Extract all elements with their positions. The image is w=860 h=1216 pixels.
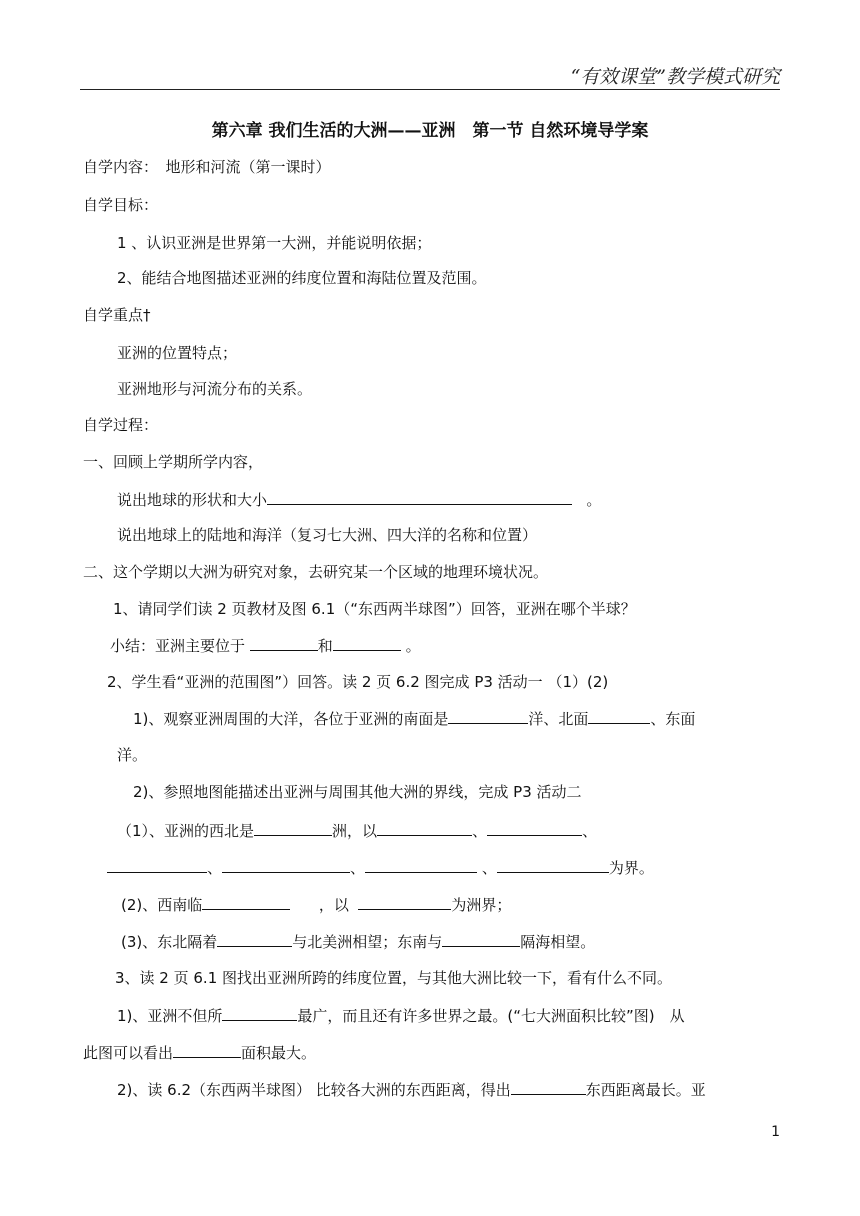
answer-blank[interactable] [173, 1042, 241, 1058]
text: 、 [481, 859, 497, 877]
text: 与北美洲相望；东南与 [292, 933, 443, 951]
text: 自学过程： [83, 416, 159, 434]
question-1 [0, 599, 860, 619]
text: 。 [586, 491, 602, 509]
key-points-heading [0, 305, 860, 325]
text: 为洲界； [451, 896, 512, 914]
answer-blank[interactable] [358, 894, 451, 910]
northwest-line-cont [0, 857, 860, 878]
text: 洲，以 [332, 822, 378, 840]
text: 、 [582, 822, 598, 840]
text: 1)、观察亚洲周围的大洋，各位于亚洲的南面是 [133, 710, 449, 728]
header-rule [80, 89, 780, 90]
text: 隔海相望。 [520, 933, 596, 951]
earth-shape-line [0, 489, 860, 510]
text: （1）、亚洲的西北是 [117, 822, 255, 840]
text: 3、读 2 页 6.1 图找出亚洲所跨的纬度位置，与其他大洲比较一下，看有什么不同。 [115, 969, 673, 987]
answer-blank[interactable] [217, 931, 292, 947]
answer-blank[interactable] [250, 635, 318, 651]
land-ocean-line [0, 525, 860, 545]
text: 说出地球的形状和大小 [117, 491, 268, 509]
text: 2、能结合地图描述亚洲的纬度位置和海陆位置及范围。 [117, 269, 487, 287]
goal-2 [0, 268, 860, 288]
northeast-line [0, 931, 860, 952]
text: 和 [317, 637, 333, 655]
largest-line [0, 1005, 860, 1026]
text: 自学重点† [83, 306, 151, 324]
answer-blank[interactable] [107, 857, 207, 873]
text: ，以 [318, 896, 349, 914]
answer-blank[interactable] [333, 635, 401, 651]
text: 1、请同学们读 2 页教材及图 6.1（“东西两半球图”）回答，亚洲在哪个半球？ [113, 600, 636, 618]
answer-blank[interactable] [222, 857, 350, 873]
text: (2)、西南临 [121, 896, 203, 914]
ocean-question-line [0, 708, 860, 729]
answer-blank[interactable] [267, 489, 572, 505]
text: 东西距离最长。亚 [585, 1081, 706, 1099]
process-heading [0, 415, 860, 435]
key-point-2 [0, 379, 860, 399]
text: 自学内容： 地形和河流（第一课时） [83, 158, 331, 176]
answer-blank[interactable] [222, 1005, 297, 1021]
page-title: 第六章 我们生活的大洲——亚洲 第一节 自然环境导学案 [211, 121, 649, 141]
southwest-line [0, 894, 860, 915]
answer-blank[interactable] [588, 708, 650, 724]
text: 自学目标： [83, 196, 159, 214]
section-2-heading [0, 562, 860, 582]
section-1-heading [0, 452, 860, 472]
text: 、 [350, 859, 366, 877]
text: 2)、参照地图能描述出亚洲与周围其他大洲的界线，完成 P3 活动二 [133, 783, 582, 801]
text: 二、这个学期以大洲为研究对象，去研究某一个区域的地理环境状况。 [83, 563, 549, 581]
answer-blank[interactable] [511, 1079, 586, 1095]
text: 一、回顾上学期所学内容， [83, 453, 264, 471]
text: 、东面 [650, 710, 696, 728]
text: 说出地球上的陆地和海洋（复习七大洲、四大洋的名称和位置） [117, 526, 538, 544]
text: 1 、认识亚洲是世界第一大洲，并能说明依据； [117, 234, 432, 252]
text: 小结：亚洲主要位于 [110, 637, 246, 655]
text: 2)、读 6.2（东西两半球图） 比较各大洲的东西距离，得出 [117, 1081, 511, 1099]
text: 亚洲地形与河流分布的关系。 [117, 380, 313, 398]
answer-blank[interactable] [497, 857, 609, 873]
text: 、 [207, 859, 223, 877]
key-point-1 [0, 343, 860, 363]
text: 此图可以看出 [83, 1044, 174, 1062]
text: 为界。 [608, 859, 654, 877]
northwest-line [0, 820, 860, 841]
answer-blank[interactable] [365, 857, 477, 873]
text: 亚洲的位置特点； [117, 344, 238, 362]
study-goal-heading [0, 195, 860, 215]
text: 最广，而且还有许多世界之最。(“七大洲面积比较”图) 从 [297, 1007, 685, 1025]
answer-blank[interactable] [377, 820, 472, 836]
text: 。 [405, 637, 421, 655]
text: 、 [472, 822, 488, 840]
answer-blank[interactable] [254, 820, 332, 836]
running-header: “有效课堂”教学模式研究 [570, 66, 780, 88]
largest-line-cont [0, 1042, 860, 1063]
study-content-line [0, 157, 860, 177]
answer-blank[interactable] [202, 894, 290, 910]
text: 1)、亚洲不但所 [117, 1007, 223, 1025]
goal-1 [0, 233, 860, 253]
summary-line [0, 635, 860, 656]
text: (3)、东北隔着 [121, 933, 218, 951]
question-3 [0, 968, 860, 988]
answer-blank[interactable] [442, 931, 520, 947]
answer-blank[interactable] [487, 820, 582, 836]
ocean-question-cont [0, 745, 860, 765]
text: 2、学生看“亚洲的范围图”）回答。读 2 页 6.2 图完成 P3 活动一 （1）(2) [107, 673, 609, 691]
text: 面积最大。 [241, 1044, 317, 1062]
answer-blank[interactable] [448, 708, 528, 724]
text: 洋、北面 [528, 710, 589, 728]
east-west-line [0, 1079, 860, 1100]
boundary-question [0, 782, 860, 802]
text: 洋。 [117, 746, 148, 764]
page-number: 1 [771, 1124, 780, 1140]
question-2 [0, 672, 860, 692]
